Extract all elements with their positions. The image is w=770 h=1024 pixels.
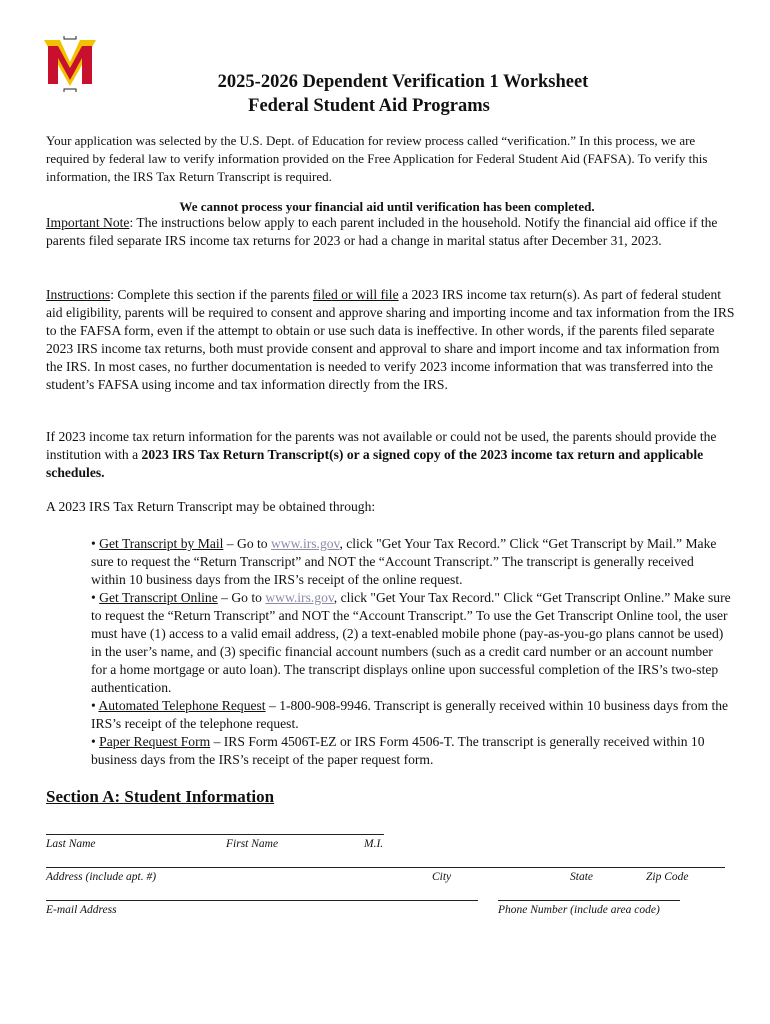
state-label: State [570,871,593,883]
instructions-text-a: : Complete this section if the parents [110,287,313,302]
important-note-label: Important Note [46,215,130,230]
first-name-label: First Name [226,838,279,850]
address-line[interactable] [46,867,725,868]
page-subtitle: Federal Student Aid Programs [248,96,490,116]
email-label: E-mail Address [46,904,117,916]
get-transcript-online-label: Get Transcript Online [99,590,218,605]
important-note-paragraph [46,214,736,250]
phone-label: Phone Number (include area code) [498,904,660,916]
get-transcript-by-mail-label: Get Transcript by Mail [99,536,224,551]
bullet-phone-text: – 1-800-908-9946. Transcript is generally received within 10 business days from the IRS’s receipt of the telephone request. [91,698,729,731]
irs-link[interactable]: www.irs.gov [270,536,340,551]
if-paragraph [46,428,736,482]
city-label: City [432,871,452,883]
zip-code-label: Zip Code [646,871,689,883]
bullet-paper-text: – IRS Form 4506T-EZ or IRS Form 4506-T. The transcript is generally received within 10 business days from the IRS’s receipt of the paper request form. [91,734,705,767]
bullet-phone: • Automated Telephone Request – 1-800-908-9946. Transcript is generally received within 10 business days from the IRS’s receipt of the telephone request. [91,698,729,731]
if-paragraph-bold: 2023 IRS Tax Return Transcript(s) or a signed copy of the 2023 income tax return and applicable schedules. [46,447,704,480]
bullet-online-text-a: – Go to [217,590,266,605]
if-paragraph-text: If 2023 income tax return information for the parents was not available or could not be used, the parents should provide the institution with a [46,429,717,462]
email-line[interactable] [46,900,478,901]
paper-request-label: Paper Request Form [99,734,211,749]
address-label: Address (include apt. #) [46,871,157,883]
last-name-label: Last Name [46,838,96,850]
instructions-label: Instructions [46,287,111,302]
bullet-mail: • Get Transcript by Mail – Go to www.irs.gov, click "Get Your Tax Record.” Click “Get Transcript by Mail.” Make sure to request the “Return Transcript” and NOT the “Account Transcript.” The transcript is generally received within 10 business days from the IRS’s receipt of the online request. [91,536,717,587]
section-a-title: Section A: Student Information [46,787,275,806]
bullet-online-text-b: , click "Get Your Tax Record." Click “Get Transcript Online.” Make sure to request the “Return Transcript” and NOT the “Account Transcript.” To use the Get Transcript Online tool, the user must have (1) access to a valid email address, (2) a text-enabled mobile phone (pay-as-you-go plans cannot be used) in the user’s name, and (3) specific financial account numbers (such as a credit card number or an account number for a home mortgage or auto loan). The transcript displays online upon successful completion of the IRS’s two-step authentication. [91,590,731,695]
filed-or-will-file: filed or will file [312,287,399,302]
irs-link[interactable]: www.irs.gov [265,590,334,605]
telephone-request-label: Automated Telephone Request [98,698,266,713]
instructions-paragraph [46,286,736,394]
bullet-mail-text-b: , click "Get Your Tax Record.” Click “Get Transcript by Mail.” Make sure to request the “Return Transcript” and NOT the “Account Transcript.” The transcript is generally received within 10 business days from the IRS’s receipt of the online request. [91,536,717,587]
intro-paragraph: Your application was selected by the U.S. Dept. of Education for review process called “verification.” In this process, we are required by federal law to verify information provided on the Free Application for Federal Student Aid (FAFSA). To verify this information, the IRS Tax Return Transcript is required. [46,133,708,184]
name-line[interactable] [46,834,384,835]
bullet-paper: • Paper Request Form – IRS Form 4506T-EZ or IRS Form 4506-T. The transcript is generally received within 10 business days from the IRS’s receipt of the paper request form. [91,734,705,767]
page-title: 2025-2026 Dependent Verification 1 Worksheet [217,72,589,92]
bullet-online: • Get Transcript Online – Go to www.irs.gov, click "Get Your Tax Record." Click “Get Transcript Online.” Make sure to request the “Return Transcript” and NOT the “Account Transcript.” To use the Get Transcript Online tool, the user must have (1) access to a valid email address, (2) a text-enabled mobile phone (pay-as-you-go plans cannot be used) in the user’s name, and (3) specific financial account numbers (such as a credit card number or an account number for a home mortgage or auto loan). The transcript displays online upon successful completion of the IRS’s two-step authentication. [91,590,731,695]
instructions-text-b: a 2023 IRS income tax return(s). As part of federal student aid eligibility, parents will be required to consent and approve sharing and importing income and tax information from the IRS to the FAFSA form, even if the attempt to obtain or use such data is ineffective. In other words, if the parents filed separate 2023 IRS income tax returns, both must provide consent and approval to share and import income and tax information from the IRS. In most cases, no further documentation is needed to verify 2023 income information that was transferred into the student’s FAFSA using income and tax information directly from the IRS. [46,287,735,392]
warning-text: We cannot process your financial aid until verification has been completed. [179,199,595,214]
phone-line[interactable] [498,900,680,901]
mi-label: M.I. [364,838,384,850]
obtain-intro: A 2023 IRS Tax Return Transcript may be obtained through: [46,499,376,514]
important-note-text: : The instructions below apply to each parent included in the household. Notify the financial aid office if the parents filed separate IRS income tax returns for 2023 or had a change in marital status after December 31, 2023. [46,215,718,248]
bullet-mail-text-a: – Go to [223,536,271,551]
